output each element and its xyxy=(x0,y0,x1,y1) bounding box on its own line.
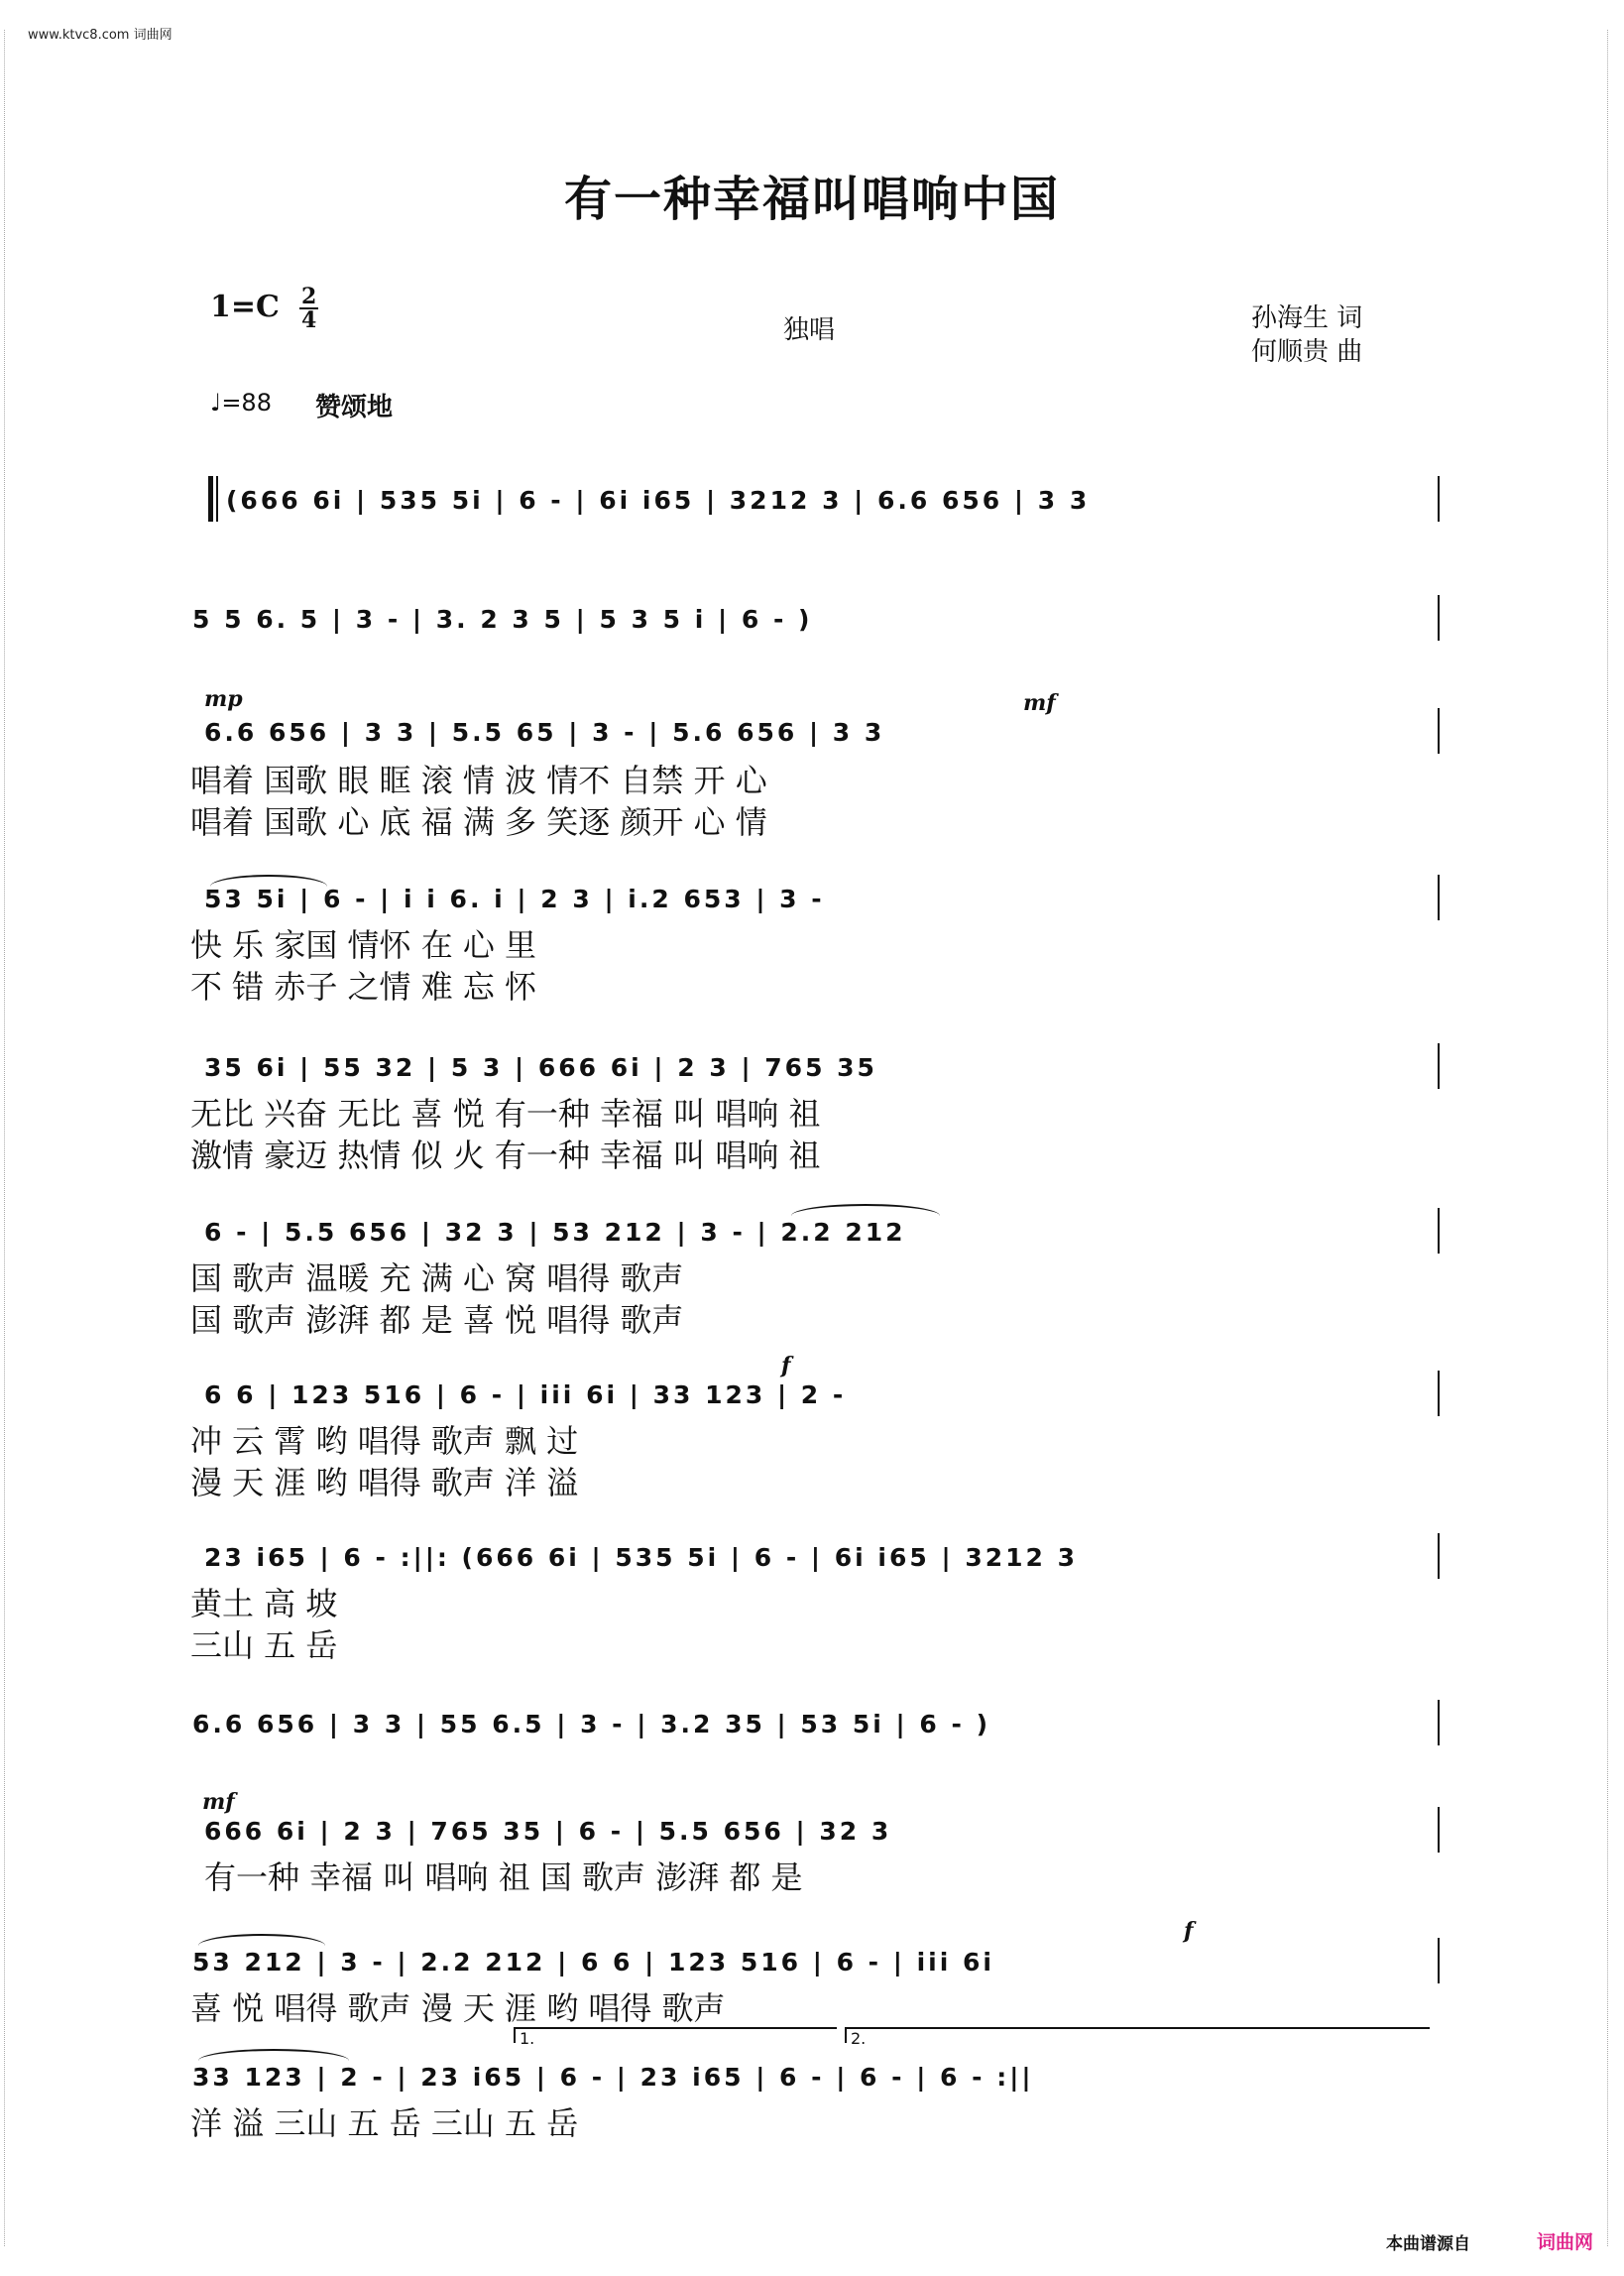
lyric-verse-1: 洋 溢 三山 五 岳 三山 五 岳 xyxy=(190,2104,579,2142)
system-7 xyxy=(190,1353,1440,1501)
footer-source-label: 本曲谱源自 xyxy=(1386,2234,1470,2254)
lyric-verse-2: 激情 豪迈 热情 似 火 有一种 幸福 叫 唱响 祖 xyxy=(190,1137,821,1174)
right-watermark-strip xyxy=(1607,30,1620,2246)
system-9 xyxy=(190,1698,1440,1757)
barline xyxy=(1438,1208,1440,1254)
notes: 6.6 656 | 3 3 | 5.5 65 | 3 - | 5.6 656 | 3 3 xyxy=(204,718,885,747)
dynamic-mf: mf xyxy=(202,1789,235,1815)
tempo-marking: ♩=88 xyxy=(210,389,272,417)
lyric-verse-1: 快 乐 家国 情怀 在 心 里 xyxy=(190,926,537,964)
lyric-verse-2: 国 歌声 澎湃 都 是 喜 悦 唱得 歌声 xyxy=(190,1301,684,1339)
notes: 33 123 | 2 - | 23 i65 | 6 - | 23 i65 | 6 - | 6 - | 6 - :|| xyxy=(192,2063,1034,2092)
site-header: www.ktvc8.com 词曲网 xyxy=(28,28,173,43)
dynamic-f: f xyxy=(781,1353,791,1378)
lyricist-credit: 孙海生 词 xyxy=(1251,303,1363,333)
system-5 xyxy=(190,1041,1440,1174)
meter-top: 2 xyxy=(301,284,317,309)
system-8 xyxy=(190,1531,1440,1664)
lyric-verse-1: 无比 兴奋 无比 喜 悦 有一种 幸福 叫 唱响 祖 xyxy=(190,1095,821,1133)
system-11 xyxy=(190,1918,1440,2027)
dynamic-f: f xyxy=(1184,1918,1194,1944)
composer-credit: 何顺贵 曲 xyxy=(1251,337,1363,367)
system-12 xyxy=(190,2029,1440,2142)
volta-second-ending: 2. xyxy=(845,2027,1430,2043)
system-10 xyxy=(190,1789,1440,1896)
meter-bottom: 4 xyxy=(301,307,317,333)
notes: (666 6i | 535 5i | 6 - | 6i i65 | 3212 3 | 6.6 656 | 3 3 xyxy=(226,486,1091,515)
notes: 6.6 656 | 3 3 | 55 6.5 | 3 - | 3.2 35 | 53 5i | 6 - ) xyxy=(192,1710,990,1738)
system-1 xyxy=(190,474,1440,534)
notes: 5 5 6. 5 | 3 - | 3. 2 3 5 | 5 3 5 i | 6 - ) xyxy=(192,605,813,634)
lyric-verse-1: 国 歌声 温暖 充 满 心 窝 唱得 歌声 xyxy=(190,1259,684,1297)
barline xyxy=(1438,1938,1440,1983)
slur xyxy=(198,1934,325,1946)
lyric-verse-1: 黄土 高 坡 xyxy=(190,1585,338,1622)
lyric-verse-2: 不 错 赤子 之情 难 忘 怀 xyxy=(190,968,537,1006)
lyric-verse-2: 漫 天 涯 哟 唱得 歌声 洋 溢 xyxy=(190,1464,579,1501)
barline xyxy=(1438,595,1440,641)
expression-marking: 赞颂地 xyxy=(315,393,394,422)
performance-type: 独唱 xyxy=(783,315,836,345)
system-4 xyxy=(190,873,1440,1006)
lyric-verse-2: 三山 五 岳 xyxy=(190,1626,338,1664)
system-6 xyxy=(190,1206,1440,1339)
lyric-verse-1: 冲 云 霄 哟 唱得 歌声 飘 过 xyxy=(190,1422,579,1460)
slur xyxy=(791,1204,940,1216)
barline xyxy=(1438,1371,1440,1416)
barline xyxy=(1438,1807,1440,1853)
barline xyxy=(1438,1043,1440,1089)
dynamic-mf: mf xyxy=(1023,690,1056,716)
lyric-verse-1: 喜 悦 唱得 歌声 漫 天 涯 哟 唱得 歌声 xyxy=(190,1989,726,2027)
time-signature xyxy=(299,286,318,331)
notes: 666 6i | 2 3 | 765 35 | 6 - | 5.5 656 | 32 3 xyxy=(204,1817,892,1846)
system-3 xyxy=(190,686,1440,841)
notes: 53 212 | 3 - | 2.2 212 | 6 6 | 123 516 | 6 - | iii 6i xyxy=(192,1948,994,1977)
song-title: 有一种幸福叫唱响中国 xyxy=(563,172,1060,227)
lyric-verse-1: 有一种 幸福 叫 唱响 祖 国 歌声 澎湃 都 是 xyxy=(204,1858,803,1896)
barline xyxy=(1438,1700,1440,1745)
notes: 6 - | 5.5 656 | 32 3 | 53 212 | 3 - | 2.2 212 xyxy=(204,1218,906,1247)
notes: 35 6i | 55 32 | 5 3 | 666 6i | 2 3 | 765 35 xyxy=(204,1053,877,1082)
key-signature: 1=C xyxy=(210,290,280,324)
lyric-verse-2: 唱着 国歌 心 底 福 满 多 笑逐 颜开 心 情 xyxy=(190,803,767,841)
barline xyxy=(1438,708,1440,754)
footer-site-link[interactable]: 词曲网 xyxy=(1537,2231,1594,2253)
barline xyxy=(1438,1533,1440,1579)
barline xyxy=(1438,476,1440,522)
left-watermark-strip xyxy=(4,30,17,2246)
notes: 23 i65 | 6 - :||: (666 6i | 535 5i | 6 - | 6i i65 | 3212 3 xyxy=(204,1543,1078,1572)
volta-first-ending: 1. xyxy=(514,2027,837,2043)
notes: 53 5i | 6 - | i i 6. i | 2 3 | i.2 653 | 3 - xyxy=(204,885,825,913)
system-2 xyxy=(190,593,1440,653)
slur xyxy=(198,2049,349,2061)
dynamic-mp: mp xyxy=(204,686,243,712)
notes: 6 6 | 123 516 | 6 - | iii 6i | 33 123 | 2 - xyxy=(204,1380,847,1409)
barline xyxy=(1438,875,1440,920)
repeat-start-sign xyxy=(208,476,222,522)
lyric-verse-1: 唱着 国歌 眼 眶 滚 情 波 情不 自禁 开 心 xyxy=(190,762,767,799)
